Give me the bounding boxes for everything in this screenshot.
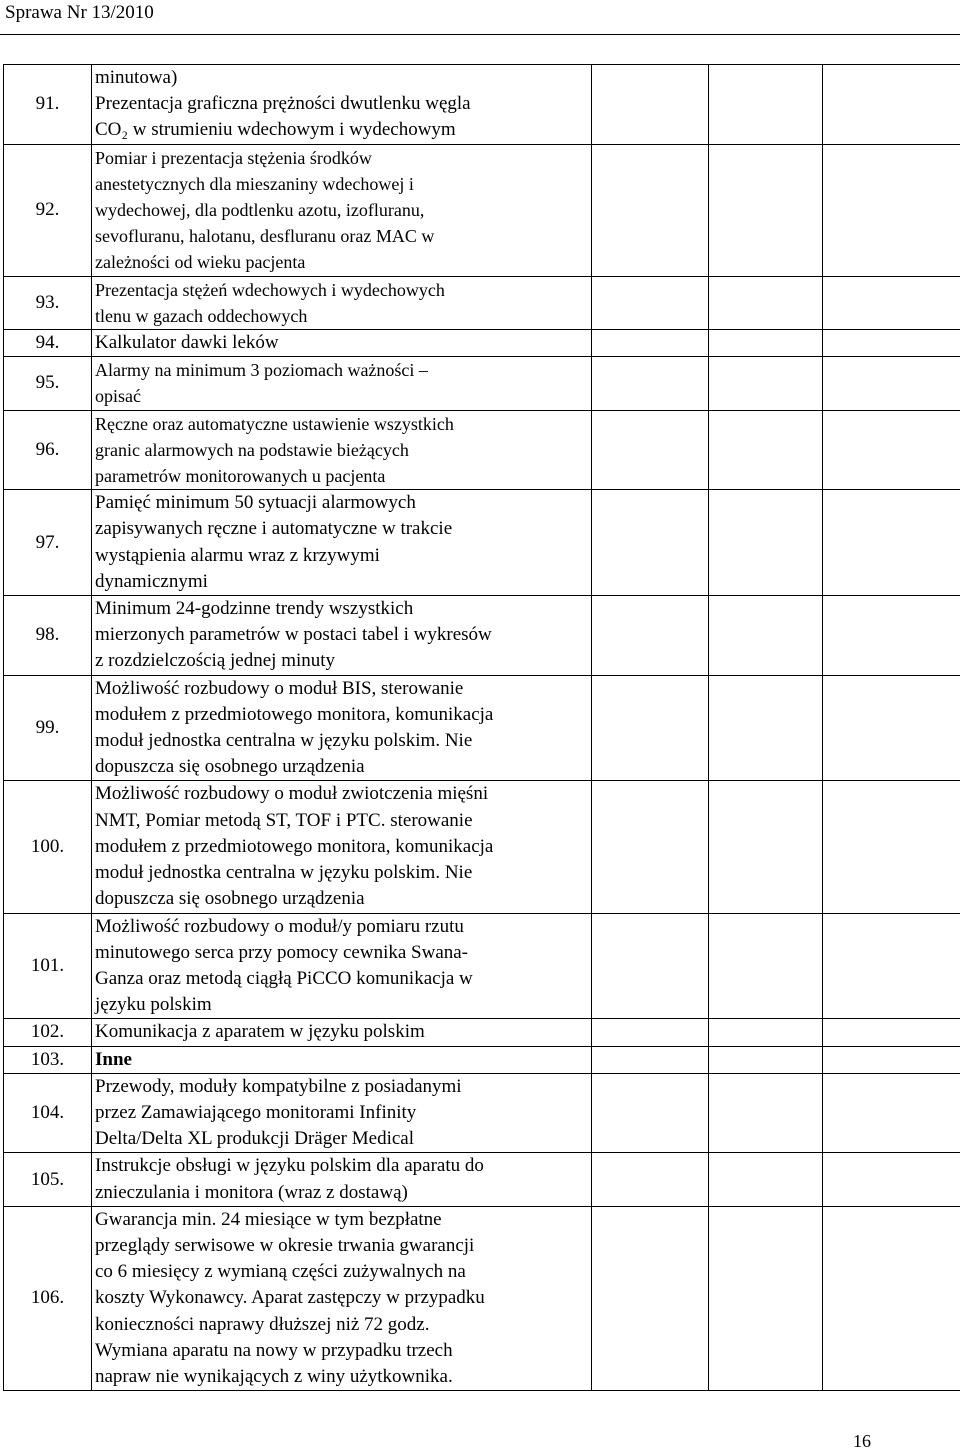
empty-cell-2 (709, 781, 823, 913)
empty-cell-2 (709, 490, 823, 596)
specification-table-body (4, 65, 960, 1391)
empty-cell-1 (592, 1206, 709, 1390)
description-line: parametrów monitorowanych u pacjenta (95, 463, 588, 489)
empty-cell-2 (709, 276, 823, 329)
item-number: 102. (4, 1019, 92, 1046)
item-number: 95. (4, 357, 92, 410)
empty-cell-3 (823, 1206, 960, 1390)
description-line: modułem z przedmiotowego monitora, komunikacja (95, 834, 588, 860)
empty-cell-3 (823, 330, 960, 357)
empty-cell-3 (823, 781, 960, 913)
description-line: konieczności naprawy dłuższej niż 72 godz. (95, 1312, 588, 1338)
empty-cell-2 (709, 330, 823, 357)
description-line: Ganza oraz metodą ciągłą PiCCO komunikacja w (95, 966, 588, 992)
specification-table (3, 64, 960, 1391)
description-line: NMT, Pomiar metodą ST, TOF i PTC. sterowanie (95, 808, 588, 834)
description-line: moduł jednostka centralna w języku polskim. Nie (95, 860, 588, 886)
description-line: dopuszcza się osobnego urządzenia (95, 754, 588, 780)
empty-cell-1 (592, 410, 709, 490)
empty-cell-2 (709, 65, 823, 145)
description-line: z rozdzielczością jednej minuty (95, 648, 588, 674)
item-number: 98. (4, 596, 92, 676)
description-line: przeglądy serwisowe w okresie trwania gwarancji (95, 1233, 588, 1259)
description-line: znieczulania i monitora (wraz z dostawą) (95, 1180, 588, 1206)
item-number: 96. (4, 410, 92, 490)
empty-cell-3 (823, 675, 960, 781)
empty-cell-2 (709, 1153, 823, 1206)
empty-cell-2 (709, 596, 823, 676)
item-number: 99. (4, 675, 92, 781)
empty-cell-3 (823, 1019, 960, 1046)
description-line: koszty Wykonawcy. Aparat zastępczy w przypadku (95, 1285, 588, 1311)
description-line: Wymiana aparatu na nowy w przypadku trzech (95, 1338, 588, 1364)
table-row (4, 490, 960, 596)
empty-cell-1 (592, 490, 709, 596)
item-number: 105. (4, 1153, 92, 1206)
item-number: 106. (4, 1206, 92, 1390)
item-description (92, 675, 592, 781)
empty-cell-1 (592, 330, 709, 357)
empty-cell-1 (592, 1073, 709, 1153)
table-row (4, 276, 960, 329)
empty-cell-1 (592, 675, 709, 781)
table-row (4, 1046, 960, 1073)
item-number: 101. (4, 913, 92, 1019)
item-description (92, 1019, 592, 1046)
header-rule (0, 34, 960, 35)
item-description (92, 596, 592, 676)
empty-cell-3 (823, 1073, 960, 1153)
empty-cell-3 (823, 65, 960, 145)
table-row (4, 1206, 960, 1390)
description-line: Gwarancja min. 24 miesiące w tym bezpłatne (95, 1207, 588, 1233)
item-description (92, 1206, 592, 1390)
empty-cell-1 (592, 1046, 709, 1073)
empty-cell-1 (592, 65, 709, 145)
item-description (92, 144, 592, 276)
description-line: Ręczne oraz automatyczne ustawienie wszystkich (95, 411, 588, 437)
description-line: Prezentacja stężeń wdechowych i wydechowych (95, 277, 588, 303)
empty-cell-3 (823, 913, 960, 1019)
description-line: Minimum 24-godzinne trendy wszystkich (95, 596, 588, 622)
empty-cell-3 (823, 1046, 960, 1073)
table-row (4, 65, 960, 145)
description-line: języku polskim (95, 992, 588, 1018)
item-number: 100. (4, 781, 92, 913)
empty-cell-1 (592, 596, 709, 676)
empty-cell-2 (709, 1073, 823, 1153)
description-line: moduł jednostka centralna w języku polskim. Nie (95, 728, 588, 754)
empty-cell-2 (709, 144, 823, 276)
empty-cell-3 (823, 276, 960, 329)
item-number: 94. (4, 330, 92, 357)
description-line: modułem z przedmiotowego monitora, komunikacja (95, 702, 588, 728)
item-description (92, 490, 592, 596)
description-line: zależności od wieku pacjenta (95, 249, 588, 275)
empty-cell-2 (709, 675, 823, 781)
document-header: Sprawa Nr 13/2010 (5, 2, 154, 24)
description-line: CO₂ w strumieniu wdechowym i wydechowym (95, 117, 588, 143)
table-row (4, 913, 960, 1019)
description-line: Możliwość rozbudowy o moduł zwiotczenia mięśni (95, 781, 588, 807)
description-line: Delta/Delta XL produkcji Dräger Medical (95, 1126, 588, 1152)
empty-cell-1 (592, 357, 709, 410)
empty-cell-1 (592, 1153, 709, 1206)
item-number: 92. (4, 144, 92, 276)
empty-cell-2 (709, 913, 823, 1019)
description-line: dynamicznymi (95, 569, 588, 595)
empty-cell-2 (709, 1046, 823, 1073)
table-row (4, 357, 960, 410)
description-line: napraw nie wynikających z winy użytkownika. (95, 1364, 588, 1390)
table-row (4, 1153, 960, 1206)
description-line: granic alarmowych na podstawie bieżących (95, 437, 588, 463)
table-row (4, 1019, 960, 1046)
empty-cell-3 (823, 490, 960, 596)
empty-cell-3 (823, 596, 960, 676)
empty-cell-3 (823, 410, 960, 490)
empty-cell-1 (592, 781, 709, 913)
empty-cell-3 (823, 1153, 960, 1206)
description-line: Komunikacja z aparatem w języku polskim (95, 1019, 588, 1045)
description-line: Kalkulator dawki leków (95, 330, 588, 356)
item-description (92, 1073, 592, 1153)
description-line: Prezentacja graficzna prężności dwutlenku węgla (95, 91, 588, 117)
item-number: 97. (4, 490, 92, 596)
empty-cell-2 (709, 1206, 823, 1390)
empty-cell-1 (592, 1019, 709, 1046)
item-description (92, 781, 592, 913)
description-line: Przewody, moduły kompatybilne z posiadanymi (95, 1074, 588, 1100)
description-line: przez Zamawiającego monitorami Infinity (95, 1100, 588, 1126)
table-row (4, 144, 960, 276)
description-line: minutowa) (95, 65, 588, 91)
item-description (92, 410, 592, 490)
description-line: dopuszcza się osobnego urządzenia (95, 886, 588, 912)
item-description (92, 357, 592, 410)
table-row (4, 330, 960, 357)
description-line: tlenu w gazach oddechowych (95, 303, 588, 329)
table-row (4, 1073, 960, 1153)
description-line: Pomiar i prezentacja stężenia środków (95, 145, 588, 171)
page-number: 16 (853, 1431, 871, 1452)
description-line: anestetycznych dla mieszaniny wdechowej i (95, 171, 588, 197)
table-row (4, 781, 960, 913)
empty-cell-3 (823, 357, 960, 410)
item-number: 93. (4, 276, 92, 329)
table-row (4, 596, 960, 676)
description-line: Możliwość rozbudowy o moduł/y pomiaru rzutu (95, 914, 588, 940)
description-line: Pamięć minimum 50 sytuacji alarmowych (95, 490, 588, 516)
empty-cell-1 (592, 276, 709, 329)
description-line: Instrukcje obsługi w języku polskim dla aparatu do (95, 1153, 588, 1179)
empty-cell-2 (709, 357, 823, 410)
empty-cell-2 (709, 410, 823, 490)
description-line: Możliwość rozbudowy o moduł BIS, sterowanie (95, 676, 588, 702)
description-line: co 6 miesięcy z wymianą części zużywalnych na (95, 1259, 588, 1285)
item-description (92, 913, 592, 1019)
description-line: wydechowej, dla podtlenku azotu, izofluranu, (95, 197, 588, 223)
item-number: 104. (4, 1073, 92, 1153)
description-line: Alarmy na minimum 3 poziomach ważności – (95, 357, 588, 383)
empty-cell-3 (823, 144, 960, 276)
empty-cell-1 (592, 144, 709, 276)
table-row (4, 675, 960, 781)
empty-cell-2 (709, 1019, 823, 1046)
description-line: zapisywanych ręczne i automatyczne w trakcie (95, 516, 588, 542)
description-line: Inne (95, 1047, 588, 1073)
description-line: minutowego serca przy pomocy cewnika Swana- (95, 940, 588, 966)
item-number: 103. (4, 1046, 92, 1073)
table-row (4, 410, 960, 490)
empty-cell-1 (592, 913, 709, 1019)
item-description (92, 65, 592, 145)
description-line: opisać (95, 383, 588, 409)
item-number: 91. (4, 65, 92, 145)
item-description (92, 330, 592, 357)
item-description (92, 1046, 592, 1073)
item-description (92, 1153, 592, 1206)
item-description (92, 276, 592, 329)
description-line: wystąpienia alarmu wraz z krzywymi (95, 543, 588, 569)
description-line: mierzonych parametrów w postaci tabel i wykresów (95, 622, 588, 648)
description-line: sevofluranu, halotanu, desfluranu oraz MAC w (95, 223, 588, 249)
